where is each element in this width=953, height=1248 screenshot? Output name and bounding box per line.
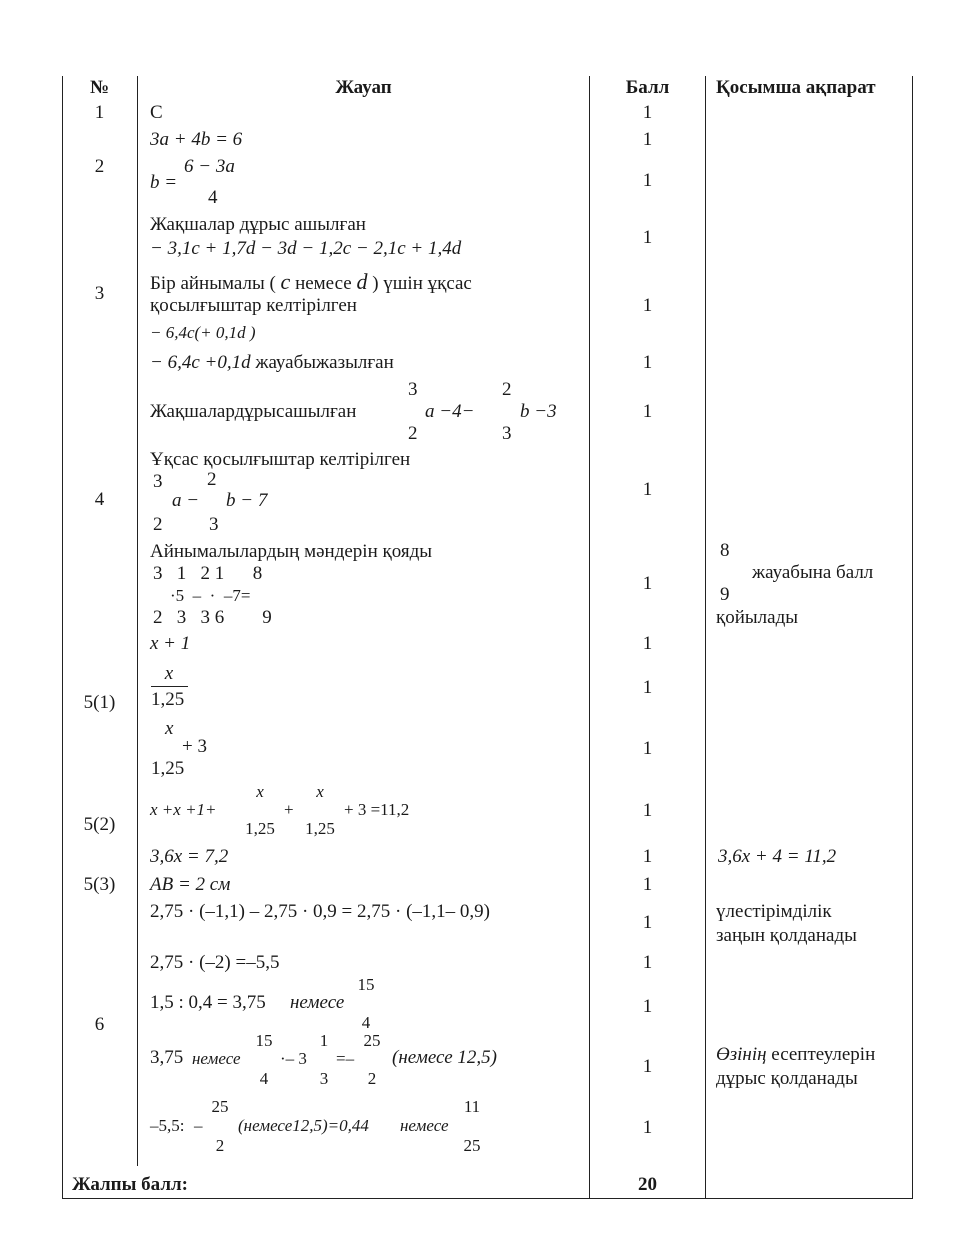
answer-r2b-denominator: 4 <box>208 187 218 208</box>
answer-r5f: AB = 2 см <box>150 874 231 895</box>
answer-r4a-tail: b −3 <box>520 401 557 422</box>
answer-r5b-fraction-bar <box>151 686 188 687</box>
answer-r6d-head: 3,75 <box>150 1047 184 1068</box>
answer-r4a-den2: 3 <box>502 423 512 444</box>
answer-r5d-plus: + <box>284 800 294 819</box>
answer-r4b-mid: a − <box>172 490 200 511</box>
answer-r4b-tail: b − 7 <box>226 490 268 511</box>
extra-r6a-line1: үлестірімділік <box>716 901 832 922</box>
answer-r5e: 3,6x = 7,2 <box>150 846 229 867</box>
extra-r4c-text: жауабына балл <box>752 562 874 583</box>
answer-r6c-word: немесе <box>290 992 345 1013</box>
answer-r5a: x + 1 <box>150 633 191 654</box>
extra-r6d-word: Өзінің <box>716 1044 767 1065</box>
answer-r4b-num2: 2 <box>207 469 217 490</box>
answer-r4c-middle: ·5 – · –7= <box>170 586 251 605</box>
answer-r3a-line1: Жақшалар дұрыс ашылған <box>150 214 366 235</box>
extra-r6a-line2: заңын қолданады <box>716 925 857 946</box>
column-rule-score <box>705 76 706 1198</box>
answer-r5c-denominator: 1,25 <box>151 758 185 779</box>
answer-r5c-numerator: x <box>165 718 174 739</box>
answer-r6d-word: немесе <box>192 1049 241 1068</box>
row-number-5-1: 5(1) <box>83 692 116 713</box>
extra-r5e: 3,6x + 4 = 11,2 <box>718 846 837 867</box>
score-r2b: 1 <box>642 170 653 191</box>
column-rule-right <box>912 76 913 1198</box>
row-number-5-2: 5(2) <box>83 814 116 835</box>
answer-r6e-word: немесе <box>400 1116 449 1135</box>
answer-r6a: 2,75 · (–1,1) – 2,75 · 0,9 = 2,75 · (–1,1– 0,9) <box>150 901 491 922</box>
table-bottom-rule <box>62 1198 913 1199</box>
score-r4c: 1 <box>642 573 653 594</box>
score-r4a: 1 <box>642 401 653 422</box>
column-rule-number <box>137 76 138 1166</box>
answer-r2b-numerator: 6 − 3a <box>184 156 235 177</box>
answer-r4a-den1: 2 <box>408 423 418 444</box>
answer-r6b: 2,75 · (–2) =–5,5 <box>150 952 280 973</box>
score-r1: 1 <box>642 102 653 123</box>
extra-r4c-line2: қойылады <box>716 607 799 628</box>
answer-r6d-num1: 15 <box>255 1031 273 1050</box>
score-r5d: 1 <box>642 800 653 821</box>
score-r4b: 1 <box>642 479 653 500</box>
total-value: 20 <box>638 1174 657 1195</box>
answer-r5b-numerator: x <box>164 663 174 684</box>
score-r5e: 1 <box>642 846 653 867</box>
answer-r6d-den1: 4 <box>259 1069 269 1088</box>
answer-r6d-num2: 1 <box>319 1031 329 1050</box>
extra-r6d-line1 <box>716 1044 875 1066</box>
answer-r4c-bottom: 2 3 3 6 9 <box>153 607 272 628</box>
answer-r6d-num3: 25 <box>363 1031 381 1050</box>
answer-r3b-or: немесе <box>295 273 352 294</box>
answer-r3c <box>150 352 394 374</box>
answer-r6e-mid: (немесе12,5)=0,44 <box>238 1116 369 1135</box>
score-r6d: 1 <box>642 1056 653 1077</box>
answer-r3b-var-c: c <box>280 269 291 294</box>
score-r6e: 1 <box>642 1117 653 1138</box>
answer-r4b-den2: 3 <box>209 514 219 535</box>
score-r6c: 1 <box>642 996 653 1017</box>
answer-r5c-tail: + 3 <box>182 736 207 757</box>
answer-r4a-text: Жақшалардұрысашылған <box>150 401 357 422</box>
answer-r6e-minus: – <box>194 1116 203 1135</box>
row-number-5-3: 5(3) <box>83 874 116 895</box>
answer-r5d-head: x +x +1+ <box>150 800 217 819</box>
header-number: № <box>89 77 110 98</box>
answer-r5d-num1: x <box>256 782 264 801</box>
extra-r4c-denominator: 9 <box>720 584 730 605</box>
answer-r6e-head: –5,5: <box>150 1116 185 1135</box>
score-r3b: 1 <box>642 295 653 316</box>
row-number-3: 3 <box>94 283 105 304</box>
score-r2a: 1 <box>642 129 653 150</box>
answer-r4c-top: 3 1 2 1 8 <box>153 563 263 584</box>
answer-r6e-num2: 11 <box>463 1097 481 1116</box>
answer-r6e-den1: 2 <box>215 1136 225 1155</box>
answer-r6e-den2: 25 <box>463 1136 481 1155</box>
answer-r3c-expr: − 6,4c +0,1d <box>150 352 251 373</box>
score-r6a: 1 <box>642 912 653 933</box>
answer-r3a-line2: − 3,1c + 1,7d − 3d − 1,2c − 2,1c + 1,4d <box>150 238 462 259</box>
total-label: Жалпы балл: <box>72 1174 188 1195</box>
answer-r6d-den2: 3 <box>319 1069 329 1088</box>
answer-r5d-tail: + 3 =11,2 <box>344 800 410 819</box>
answer-r4a-num2: 2 <box>502 379 512 400</box>
answer-r2a: 3a + 4b = 6 <box>150 129 243 150</box>
score-r3c: 1 <box>642 352 653 373</box>
answer-r6c-numerator: 15 <box>357 975 375 994</box>
score-r3a: 1 <box>642 227 653 248</box>
header-answer: Жауап <box>335 77 392 98</box>
answer-r3b-line3: − 6,4c(+ 0,1d ) <box>150 323 256 342</box>
answer-r3c-text: жауабыжазылған <box>255 352 394 373</box>
extra-r4c-numerator: 8 <box>720 540 730 561</box>
answer-r6d-mid: ·– 3 <box>280 1049 307 1068</box>
row-number-1: 1 <box>94 102 105 123</box>
answer-r5d-den2: 1,25 <box>305 819 335 838</box>
answer-r4b-line1: Ұқсас қосылғыштар келтірілген <box>150 449 411 470</box>
answer-r6d-eq: =– <box>336 1049 355 1068</box>
answer-r2b-lhs: b = <box>150 172 178 193</box>
score-r5b: 1 <box>642 677 653 698</box>
answer-r4a-mid: a −4− <box>425 401 475 422</box>
extra-r6d-line2: дұрыс қолданады <box>716 1068 858 1089</box>
row-number-4: 4 <box>94 489 105 510</box>
answer-r6c-denominator: 4 <box>361 1013 371 1032</box>
answer-r6d-den3: 2 <box>367 1069 377 1088</box>
answer-r5b-denominator: 1,25 <box>151 689 185 710</box>
answer-r4b-den1: 2 <box>153 514 163 535</box>
answer-r3b-line1-start: Бір айнымалы ( <box>150 273 276 294</box>
answer-r3b-line1-end: ) үшін ұқсас <box>372 273 472 294</box>
score-r6b: 1 <box>642 952 653 973</box>
row-number-2: 2 <box>94 156 105 177</box>
score-r5f: 1 <box>642 874 653 895</box>
answer-r5d-den1: 1,25 <box>245 819 275 838</box>
score-r5c: 1 <box>642 738 653 759</box>
answer-r6d-tail: (немесе 12,5) <box>392 1047 497 1068</box>
answer-r6e-num1: 25 <box>211 1097 229 1116</box>
answer-r3b-line1 <box>150 271 472 295</box>
answer-r4b-num1: 3 <box>153 471 163 492</box>
answer-r4c-line1: Айнымалылардың мәндерін қояды <box>150 541 433 562</box>
answer-r5d-num2: x <box>316 782 324 801</box>
score-r5a: 1 <box>642 633 653 654</box>
answer-r6c-expr: 1,5 : 0,4 = 3,75 <box>150 992 266 1013</box>
header-extra: Қосымша ақпарат <box>716 77 876 98</box>
answer-r4a-num1: 3 <box>408 379 418 400</box>
extra-r6d-line1-text: есептеулерін <box>771 1044 876 1065</box>
header-score: Балл <box>625 77 670 98</box>
row-number-6: 6 <box>94 1014 105 1035</box>
answer-r3b-var-d: d <box>356 269 368 294</box>
answer-r3b-line2: қосылғыштар келтірілген <box>150 295 357 316</box>
answer-r1: C <box>150 102 163 123</box>
